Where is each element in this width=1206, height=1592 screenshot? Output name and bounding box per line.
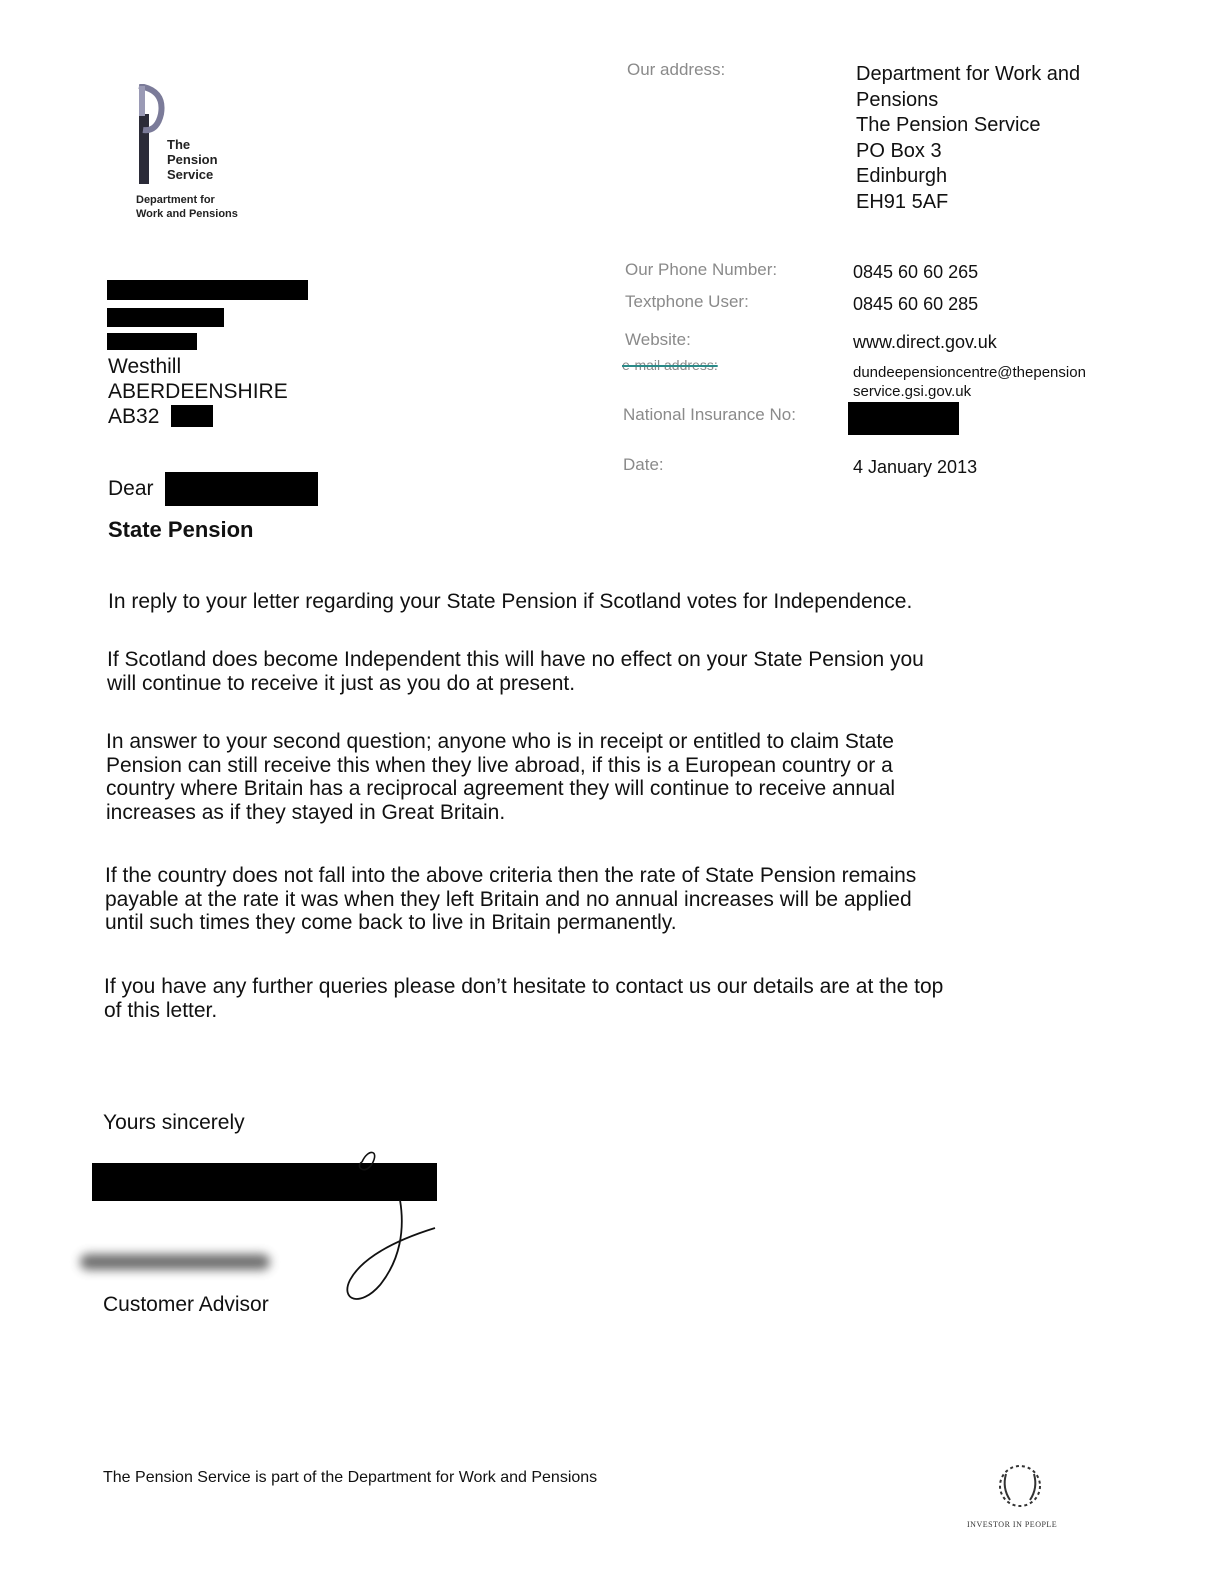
recipient-name-redaction (107, 280, 308, 300)
paragraph-line: of this letter. (104, 998, 218, 1022)
paragraph-4 (105, 864, 1065, 935)
paragraph-line: Pension can still receive this when they live abroad, if this is a European country or a (106, 753, 893, 777)
address-line: Pensions (856, 88, 939, 111)
recipient-postcode (108, 404, 288, 429)
paragraph-5 (104, 975, 1064, 1022)
textphone-number: 0845 60 60 285 (853, 294, 979, 314)
closing: Yours sincerely (103, 1111, 245, 1134)
postcode-redaction (171, 405, 213, 427)
textphone-label: Textphone User: (625, 292, 749, 311)
logo-line: Pension (167, 152, 218, 167)
investor-in-people-text: INVESTOR IN PEOPLE (967, 1520, 1058, 1529)
date-label: Date: (623, 455, 664, 474)
logo-line: Service (167, 167, 214, 182)
paragraph-line: until such times they come back to live in Britain permanently. (105, 911, 677, 934)
ni-number-redaction (848, 402, 959, 435)
paragraph-line: In answer to your second question; anyone who is in receipt or entitled to claim State (106, 730, 894, 753)
salutation: Dear (108, 477, 154, 500)
email-line: service.gsi.gov.uk (853, 383, 972, 400)
logo-wordmark (167, 137, 218, 182)
paragraph-3 (106, 730, 1066, 824)
website-label: Website: (625, 330, 691, 349)
recipient-street-redaction (107, 308, 224, 327)
postcode-prefix: AB32 (108, 405, 160, 428)
salutation-name-redaction (165, 472, 318, 506)
signatory-role: Customer Advisor (103, 1293, 269, 1316)
signatory-name-blurred (80, 1254, 270, 1270)
phone-number: 0845 60 60 265 (853, 262, 979, 282)
recipient-line: Westhill (108, 355, 182, 378)
paragraph-line: If Scotland does become Independent this will have no effect on your State Pension you (107, 648, 924, 671)
address-label: Our address: (627, 60, 726, 79)
address-line: EH91 5AF (856, 190, 949, 213)
email-line: dundeepensioncentre@thepension (853, 364, 1086, 381)
address-line: Department for Work and (856, 63, 1081, 85)
sender-address (856, 62, 1080, 215)
logo-line: The (167, 137, 191, 152)
paragraph-line: If the country does not fall into the above criteria then the rate of State Pension remains (105, 864, 917, 887)
paragraph-line: will continue to receive it just as you do at present. (107, 671, 576, 695)
letter-date: 4 January 2013 (853, 457, 978, 477)
recipient-line: ABERDEENSHIRE (108, 380, 288, 403)
paragraph-line: In reply to your letter regarding your State Pension if Scotland votes for Independence. (108, 590, 913, 613)
website-link[interactable]: www.direct.gov.uk (853, 332, 997, 352)
letter-subject: State Pension (108, 517, 254, 542)
address-line: The Pension Service (856, 114, 1041, 136)
pension-service-logo-icon (137, 84, 167, 184)
paragraph-line: country where Britain has a reciprocal agreement they will continue to receive annual (106, 777, 896, 800)
logo-dept-line: Department for (136, 194, 215, 206)
paragraph-line: If you have any further queries please don’t hesitate to contact us our details are at the top (104, 975, 944, 998)
paragraph-line: increases as if they stayed in Great Britain. (106, 800, 506, 824)
logo-department (136, 193, 238, 221)
paragraph-1 (108, 590, 1068, 614)
ni-label: National Insurance No: (623, 405, 796, 424)
footer-text: The Pension Service is part of the Department for Work and Pensions (103, 1469, 598, 1486)
recipient-address (108, 354, 288, 429)
paragraph-2 (107, 648, 1067, 695)
address-line: Edinburgh (856, 165, 948, 187)
paragraph-line: payable at the rate it was when they left Britain and no annual increases will be applied (105, 887, 912, 911)
investor-in-people-badge-icon (992, 1460, 1048, 1516)
recipient-street-redaction (107, 333, 197, 350)
email-address[interactable] (853, 363, 1086, 401)
address-line: PO Box 3 (856, 139, 942, 162)
email-label: e-mail address: (622, 357, 718, 373)
logo-dept-line: Work and Pensions (136, 208, 238, 220)
phone-label: Our Phone Number: (625, 260, 778, 279)
signature-icon (300, 1140, 450, 1310)
